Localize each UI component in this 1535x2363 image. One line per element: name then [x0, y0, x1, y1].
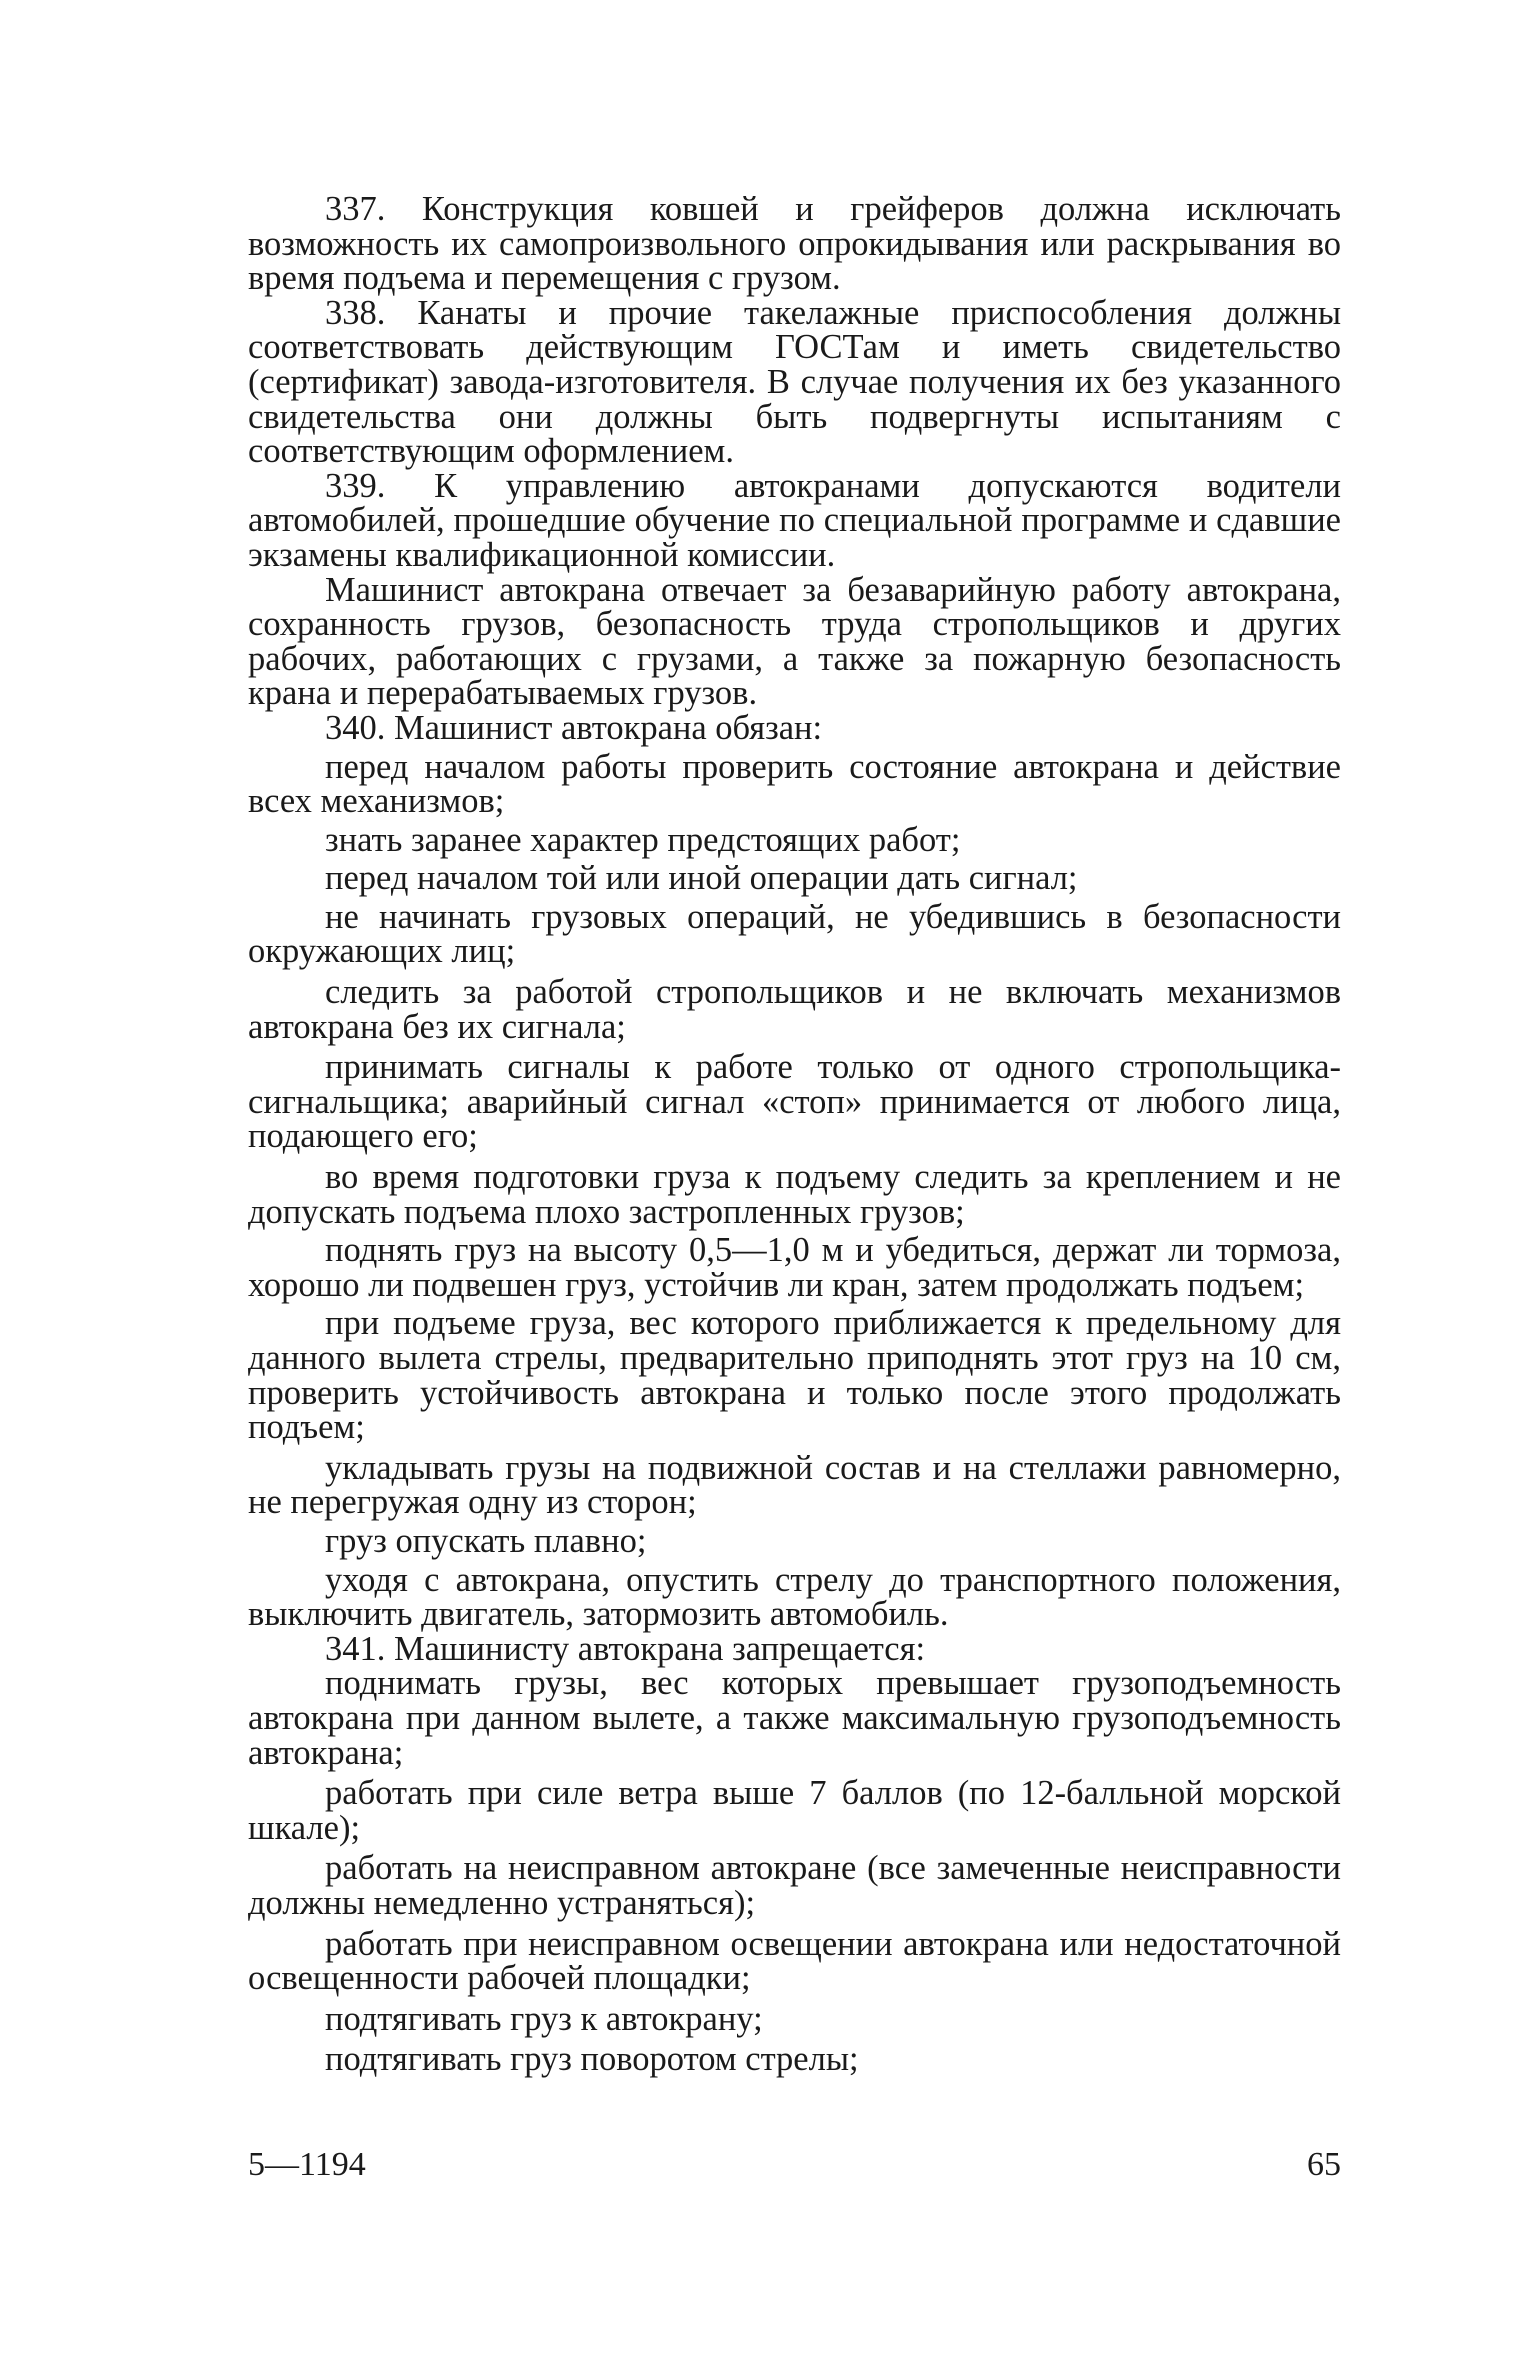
- paragraph: подтягивать груз к автокрану;: [325, 1999, 763, 2038]
- paragraph: подтягивать груз поворотом стрелы;: [325, 2040, 859, 2079]
- paragraph: 338. Канаты и прочие такелажные приспособления должны соответствовать действующим ГОСТам и иметь свидетельство (сертификат) завода-изготовителя. В случае получения их без указанного свидетельства они должны быть подвергнуты испытаниям с соответствующим оформлением.: [248, 293, 1341, 471]
- body-text: [248, 192, 1341, 2077]
- printer-signature: 5—1194: [248, 2146, 366, 2183]
- paragraph: укладывать грузы на подвижной состав и на стеллажи равномерно, не перегружая одну из сторон;: [248, 1448, 1341, 1522]
- paragraph: груз опускать плавно;: [325, 1521, 647, 1560]
- paragraph: работать на неисправном автокране (все замеченные неисправности должны немедленно устраняться);: [248, 1849, 1341, 1922]
- paragraph: работать при неисправном освещении автокрана или недостаточной освещенности рабочей площадки;: [248, 1924, 1341, 1998]
- paragraph: перед началом той или иной операции дать сигнал;: [325, 859, 1078, 898]
- paragraph: поднять груз на высоту 0,5—1,0 м и убедиться, держат ли тормоза, хорошо ли подвешен груз, устойчив ли кран, затем продолжать подъем;: [248, 1231, 1341, 1304]
- page-number: 65: [1307, 2146, 1341, 2183]
- paragraph: перед началом работы проверить состояние автокрана и действие всех механизмов;: [248, 747, 1341, 821]
- paragraph: следить за работой стропольщиков и не включать механизмов автокрана без их сигнала;: [248, 973, 1341, 1046]
- paragraph: 339. К управлению автокранами допускаются водители автомобилей, прошедшие обучение по специальной программе и сдавшие экзамены квалификационной комиссии.: [248, 466, 1341, 574]
- paragraph: принимать сигналы к работе только от одного стропольщика-сигнальщика; аварийный сигнал «стоп» принимается от любого лица, подающего его;: [248, 1048, 1341, 1156]
- paragraph: знать заранее характер предстоящих работ;: [325, 820, 961, 859]
- paragraph: уходя с автокрана, опустить стрелу до транспортного положения, выключить двигатель, затормозить автомобиль.: [248, 1560, 1341, 1634]
- paragraph: Машинист автокрана отвечает за безаварийную работу автокрана, сохранность грузов, безопасность труда стропольщиков и других рабочих, работающих с грузами, а также за пожарную безопасность крана и перерабатываемых грузов.: [248, 570, 1341, 713]
- paragraph: 337. Конструкция ковшей и грейферов должна исключать возможность их самопроизвольного опрокидывания или раскрывания во время подъема и перемещения с грузом.: [248, 190, 1341, 298]
- paragraph: работать при силе ветра выше 7 баллов (по 12-балльной морской шкале);: [248, 1774, 1341, 1847]
- paragraph: во время подготовки груза к подъему следить за креплением и не допускать подъема плохо застропленных грузов;: [248, 1158, 1341, 1231]
- paragraph: 340. Машинист автокрана обязан:: [325, 708, 823, 747]
- paragraph: при подъеме груза, вес которого приближается к предельному для данного вылета стрелы, предварительно приподнять этот груз на 10 см, проверить устойчивость автокрана и только после этого продолжать подъем;: [248, 1304, 1341, 1447]
- paragraph: 341. Машинисту автокрана запрещается:: [325, 1629, 926, 1668]
- paragraph: не начинать грузовых операций, не убедившись в безопасности окружающих лиц;: [248, 897, 1341, 971]
- paragraph: поднимать грузы, вес которых превышает грузоподъемность автокрана при данном вылете, а также максимальную грузоподъемность автокрана;: [248, 1664, 1341, 1772]
